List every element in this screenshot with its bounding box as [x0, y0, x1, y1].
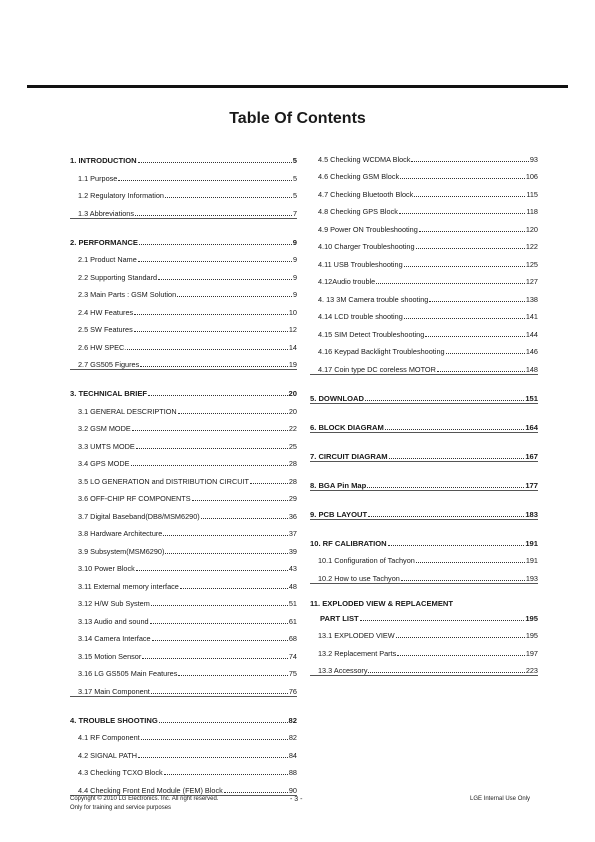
dot-leader	[399, 212, 525, 214]
toc-heading-label: 1. INTRODUCTION	[70, 156, 137, 165]
toc-entry[interactable]	[70, 777, 297, 795]
dot-leader	[127, 348, 288, 350]
toc-entry-label: 4.16 Keypad Backlight Troubleshooting	[318, 347, 445, 356]
toc-entry-label: 2.5 SW Features	[78, 325, 133, 334]
toc-entry-label: 4. 13 3M Camera trouble shooting	[318, 294, 429, 304]
toc-entry-label: 3.13 Audio and sound	[78, 616, 149, 626]
toc-entry-page: 25	[288, 441, 297, 451]
toc-entry[interactable]	[310, 640, 538, 658]
toc-entry[interactable]	[310, 181, 538, 199]
toc-heading[interactable]	[310, 413, 538, 432]
dot-leader	[163, 534, 288, 536]
toc-entry-page: 88	[288, 768, 297, 777]
toc-entry-label: 3.16 LG GS505 Main Features	[78, 669, 178, 678]
toc-entry-page: 20	[288, 406, 297, 416]
toc-entry-label: 3.9 Subsystem(MSM6290)	[78, 546, 165, 556]
dot-leader	[388, 544, 525, 546]
toc-entry-page: 7	[292, 208, 297, 218]
toc-entry-label: 1.2 Regulatory Information	[78, 191, 164, 200]
toc-entry[interactable]	[70, 521, 297, 539]
internal-use-text: LGE Internal Use Only	[470, 796, 531, 802]
toc-heading-label: 11. EXPLODED VIEW & REPLACEMENT	[310, 598, 454, 608]
toc-entry[interactable]	[70, 486, 297, 504]
toc-entry-label: 3.2 GSM MODE	[78, 424, 131, 433]
dot-leader	[136, 447, 288, 449]
toc-heading-page: 191	[525, 538, 538, 548]
toc-entry-label: 3.11 External memory interface	[78, 581, 179, 591]
toc-entry-page: 93	[529, 154, 538, 164]
dot-leader	[446, 352, 525, 354]
dot-leader	[177, 295, 292, 297]
toc-entry[interactable]	[70, 661, 297, 679]
toc-entry[interactable]	[70, 299, 297, 317]
toc-entry-page: 76	[288, 686, 297, 696]
dot-leader	[400, 177, 525, 179]
toc-entry[interactable]	[310, 269, 538, 287]
toc-entry-page: 28	[288, 476, 297, 486]
toc-heading-page: 20	[288, 389, 297, 398]
toc-entry[interactable]	[70, 433, 297, 451]
toc-heading-label: 4. TROUBLE SHOOTING	[70, 715, 158, 725]
toc-entry[interactable]	[70, 416, 297, 434]
dot-leader	[250, 482, 288, 484]
toc-heading[interactable]	[70, 228, 297, 247]
toc-entry[interactable]	[310, 216, 538, 234]
toc-entry-page: 9	[292, 255, 297, 264]
dot-leader	[152, 639, 288, 641]
toc-entry[interactable]	[310, 234, 538, 252]
dot-leader	[134, 330, 288, 332]
page-number: - 3 -	[290, 796, 303, 803]
toc-entry[interactable]	[310, 251, 538, 269]
toc-entry[interactable]	[310, 548, 538, 566]
toc-entry[interactable]	[70, 334, 297, 352]
toc-entry-label: 3.7 Digital Baseband(DB8/MSM6290)	[78, 511, 200, 521]
toc-entry-label: 1.3 Abbreviations	[78, 208, 134, 218]
toc-heading[interactable]	[310, 500, 538, 519]
dot-leader	[159, 721, 288, 723]
dot-leader	[141, 738, 288, 740]
toc-left-column	[70, 146, 297, 796]
toc-entry-page: 127	[525, 277, 538, 286]
toc-entry-label: 10.1 Configuration of Tachyon	[318, 556, 415, 565]
dot-leader	[385, 428, 525, 430]
toc-entry-label: 4.12Audio trouble	[318, 277, 376, 286]
toc-entry-page: 37	[288, 529, 297, 538]
toc-entry-label: 4.5 Checking WCDMA Block	[318, 154, 411, 164]
toc-entry-page: 118	[526, 207, 538, 216]
dot-leader	[151, 604, 288, 606]
toc-entry-label: 3.8 Hardware Architecture	[78, 529, 163, 538]
toc-heading[interactable]	[310, 529, 538, 548]
dot-leader	[138, 260, 292, 262]
toc-entry[interactable]	[70, 183, 297, 201]
toc-section	[310, 146, 538, 375]
toc-entry[interactable]	[70, 626, 297, 644]
toc-entry-page: 43	[288, 564, 297, 573]
toc-entry-page: 36	[288, 511, 297, 521]
toc-heading-label: PART LIST	[320, 613, 359, 623]
toc-entry-page: 191	[525, 556, 538, 565]
toc-entry[interactable]	[70, 282, 297, 300]
dot-leader	[151, 692, 288, 694]
toc-heading[interactable]	[70, 706, 297, 725]
toc-entry[interactable]	[310, 321, 538, 339]
toc-entry-label: 4.9 Power ON Troubleshooting	[318, 224, 418, 234]
dot-leader	[178, 674, 288, 676]
dot-leader	[138, 161, 292, 163]
toc-section	[310, 384, 538, 404]
toc-entry-label: 4.11 USB Troubleshooting	[318, 259, 403, 269]
dot-leader	[164, 773, 288, 775]
dot-leader	[360, 619, 525, 621]
toc-entry-label: 4.17 Coin type DC coreless MOTOR	[318, 364, 436, 374]
dot-leader	[368, 515, 524, 517]
dot-leader	[396, 636, 525, 638]
toc-entry-label: 2.3 Main Parts : GSM Solution	[78, 290, 177, 299]
dot-leader	[131, 464, 288, 466]
dot-leader	[425, 335, 525, 337]
toc-heading-label: 6. BLOCK DIAGRAM	[310, 422, 384, 432]
dot-leader	[140, 365, 288, 367]
toc-section	[310, 471, 538, 491]
dot-leader	[180, 587, 288, 589]
toc-entry-label: 2.1 Product Name	[78, 255, 137, 264]
dot-leader	[118, 179, 292, 181]
toc-heading[interactable]	[310, 384, 538, 403]
dot-leader	[134, 313, 288, 315]
toc-entry-page: 51	[288, 599, 297, 608]
dot-leader	[224, 791, 288, 793]
toc-entry-label: 3.1 GENERAL DESCRIPTION	[78, 406, 177, 416]
toc-section	[70, 706, 297, 796]
toc-entry-page: 106	[525, 172, 538, 181]
toc-heading-page: 195	[525, 613, 538, 623]
toc-entry-page: 193	[525, 573, 538, 583]
dot-leader	[165, 552, 287, 554]
toc-entry-page: 115	[526, 189, 538, 199]
dot-leader	[135, 214, 292, 216]
toc-heading-label: 2. PERFORMANCE	[70, 237, 138, 247]
toc-heading-page: 164	[525, 422, 538, 432]
toc-heading-page: 177	[525, 480, 538, 490]
toc-entry[interactable]	[70, 725, 297, 743]
toc-entry[interactable]	[70, 556, 297, 574]
dot-leader	[367, 486, 524, 488]
dot-leader	[138, 756, 288, 758]
toc-heading-label: 8. BGA Pin Map	[310, 480, 367, 490]
dot-leader	[142, 657, 288, 659]
footer-left	[70, 795, 219, 813]
toc-heading-page: 167	[525, 451, 538, 461]
toc-heading[interactable]	[310, 608, 538, 623]
dot-leader	[437, 370, 525, 372]
toc-entry-label: 3.4 GPS MODE	[78, 459, 130, 468]
toc-section	[70, 146, 297, 219]
toc-entry-label: 1.1 Purpose	[78, 173, 118, 183]
toc-entry-page: 61	[288, 616, 297, 626]
dot-leader	[201, 517, 288, 519]
toc-entry-page: 122	[525, 242, 538, 251]
dot-leader	[429, 300, 524, 302]
toc-entry[interactable]	[310, 304, 538, 322]
toc-entry-page: 120	[525, 224, 538, 234]
dot-leader	[404, 317, 525, 319]
toc-heading-page: 9	[292, 237, 297, 247]
toc-heading-label: 7. CIRCUIT DIAGRAM	[310, 451, 388, 461]
toc-entry-page: 90	[288, 785, 297, 795]
dot-leader	[136, 569, 288, 571]
dot-leader	[365, 399, 524, 401]
toc-entry[interactable]	[70, 200, 297, 218]
dot-leader	[419, 230, 525, 232]
toc-entry[interactable]	[70, 317, 297, 335]
dot-leader	[368, 671, 524, 673]
toc-entry-label: 10.2 How to use Tachyon	[318, 573, 400, 583]
toc-entry[interactable]	[310, 658, 538, 676]
toc-entry[interactable]	[70, 591, 297, 609]
toc-section	[310, 593, 538, 677]
toc-heading-page: 82	[288, 715, 297, 725]
toc-entry-label: 4.6 Checking GSM Block	[318, 172, 400, 181]
toc-entry-label: 13.1 EXPLODED VIEW	[318, 631, 395, 640]
toc-heading-label: 9. PCB LAYOUT	[310, 509, 368, 519]
toc-entry[interactable]	[70, 538, 297, 556]
dot-leader	[148, 394, 287, 396]
top-rule	[27, 85, 568, 88]
toc-entry[interactable]	[310, 339, 538, 357]
toc-entry-page: 84	[288, 750, 297, 760]
toc-right-column	[310, 146, 538, 676]
toc-entry-label: 4.8 Checking GPS Block	[318, 207, 398, 216]
toc-entry-page: 48	[288, 581, 297, 591]
toc-entry[interactable]	[70, 643, 297, 661]
toc-section	[70, 228, 297, 371]
toc-entry-label: 13.2 Replacement Parts	[318, 648, 397, 658]
toc-entry[interactable]	[70, 678, 297, 696]
dot-leader	[389, 457, 525, 459]
toc-entry-label: 3.6 OFF-CHIP RF COMPONENTS	[78, 494, 191, 503]
toc-section	[310, 442, 538, 462]
toc-entry[interactable]	[310, 356, 538, 374]
toc-entry-page: 9	[292, 290, 297, 299]
dot-leader	[411, 160, 528, 162]
toc-entry[interactable]	[70, 573, 297, 591]
toc-entry-label: 2.2 Supporting Standard	[78, 272, 158, 282]
toc-entry-page: 12	[288, 325, 297, 334]
toc-heading[interactable]	[70, 379, 297, 398]
toc-entry-label: 2.7 GS505 Figures	[78, 360, 140, 369]
dot-leader	[404, 265, 525, 267]
toc-entry-label: 2.6 HW SPEC.	[78, 342, 127, 352]
toc-entry-label: 4.10 Charger Troubleshooting	[318, 242, 415, 251]
toc-entry[interactable]	[70, 247, 297, 265]
toc-entry-page: 74	[288, 651, 297, 661]
toc-entry[interactable]	[310, 565, 538, 583]
dot-leader	[150, 622, 288, 624]
toc-entry-page: 39	[288, 546, 297, 556]
toc-entry[interactable]	[310, 623, 538, 641]
toc-entry-label: 4.7 Checking Bluetooth Block	[318, 189, 414, 199]
toc-entry[interactable]	[70, 398, 297, 416]
toc-entry-page: 29	[288, 494, 297, 503]
toc-entry[interactable]	[70, 608, 297, 626]
toc-entry-page: 10	[288, 307, 297, 317]
dot-leader	[397, 654, 525, 656]
toc-entry-label: 4.2 SIGNAL PATH	[78, 750, 138, 760]
toc-heading[interactable]	[310, 471, 538, 490]
toc-entry[interactable]	[70, 352, 297, 370]
toc-section	[70, 379, 297, 697]
toc-entry-label: 4.3 Checking TCXO Block	[78, 768, 163, 777]
toc-heading-label: 3. TECHNICAL BRIEF	[70, 389, 148, 398]
toc-section	[310, 529, 538, 584]
toc-entry-page: 75	[288, 669, 297, 678]
copyright-text: Copyright © 2010 LG Electronics. Inc. All right reserved.	[70, 796, 219, 802]
toc-entry-label: 3.12 H/W Sub System	[78, 599, 150, 608]
toc-entry-label: 4.4 Checking Front End Module (FEM) Block	[78, 785, 223, 795]
toc-entry-page: 28	[288, 459, 297, 468]
toc-entry[interactable]	[310, 286, 538, 304]
dot-leader	[401, 579, 525, 581]
toc-heading-page: 183	[525, 509, 538, 519]
toc-entry-page: 14	[288, 342, 297, 352]
toc-section	[310, 413, 538, 433]
dot-leader	[414, 195, 525, 197]
dot-leader	[192, 499, 288, 501]
toc-heading-label: 5. DOWNLOAD	[310, 393, 364, 403]
toc-heading-label: 10. RF CALIBRATION	[310, 538, 387, 548]
toc-heading-page: 151	[525, 393, 538, 403]
toc-entry-label: 2.4 HW Features	[78, 307, 134, 317]
toc-entry-label: 3.3 UMTS MODE	[78, 441, 135, 451]
toc-entry[interactable]	[70, 760, 297, 778]
dot-leader	[416, 247, 525, 249]
toc-entry-page: 146	[525, 347, 538, 356]
toc-heading-page: 5	[292, 156, 297, 165]
toc-entry-page: 223	[525, 666, 538, 675]
toc-section	[310, 500, 538, 520]
toc-entry-page: 144	[525, 329, 538, 339]
toc-entry-page: 197	[525, 648, 538, 658]
dot-leader	[165, 196, 292, 198]
toc-entry[interactable]	[70, 503, 297, 521]
dot-leader	[416, 561, 525, 563]
toc-entry-label: 3.10 Power Block	[78, 564, 135, 573]
toc-heading-line[interactable]	[310, 593, 538, 608]
toc-entry[interactable]	[310, 146, 538, 164]
toc-entry-page: 138	[525, 294, 538, 304]
toc-heading[interactable]	[70, 146, 297, 165]
toc-entry-label: 13.3 Accessory	[318, 666, 368, 675]
toc-entry-page: 5	[292, 191, 297, 200]
toc-entry-page: 19	[288, 360, 297, 369]
dot-leader	[376, 282, 525, 284]
toc-entry[interactable]	[70, 451, 297, 469]
toc-heading[interactable]	[310, 442, 538, 461]
toc-entry-page: 82	[288, 733, 297, 742]
dot-leader	[158, 278, 292, 280]
toc-entry-page: 125	[525, 259, 538, 269]
toc-entry-page: 22	[288, 424, 297, 433]
toc-entry-page: 5	[292, 173, 297, 183]
toc-entry[interactable]	[70, 165, 297, 183]
toc-entry[interactable]	[70, 264, 297, 282]
dot-leader	[178, 412, 288, 414]
dot-leader	[132, 429, 288, 431]
toc-entry-label: 4.14 LCD trouble shooting	[318, 312, 403, 321]
toc-entry[interactable]	[70, 468, 297, 486]
toc-entry-label: 3.5 LO GENERATION and DISTRIBUTION CIRCUIT	[78, 476, 249, 486]
toc-entry[interactable]	[310, 199, 538, 217]
toc-entry-page: 148	[525, 364, 538, 374]
dot-leader	[139, 243, 292, 245]
toc-entry[interactable]	[70, 742, 297, 760]
toc-entry-page: 195	[525, 631, 538, 640]
toc-entry-page: 141	[525, 312, 538, 321]
toc-entry-label: 4.15 SIM Detect Troubleshooting	[318, 329, 425, 339]
toc-entry-label: 4.1 RF Component	[78, 733, 140, 742]
toc-entry-label: 3.14 Camera Interface	[78, 634, 151, 643]
toc-entry-label: 3.17 Main Component	[78, 686, 150, 696]
toc-entry-label: 3.15 Motion Sensor	[78, 651, 142, 661]
page-title: Table Of Contents	[229, 110, 366, 127]
toc-entry-page: 9	[292, 272, 297, 282]
training-text: Only for training and service purposes	[70, 805, 172, 811]
toc-entry[interactable]	[310, 164, 538, 182]
toc-entry-page: 68	[288, 634, 297, 643]
